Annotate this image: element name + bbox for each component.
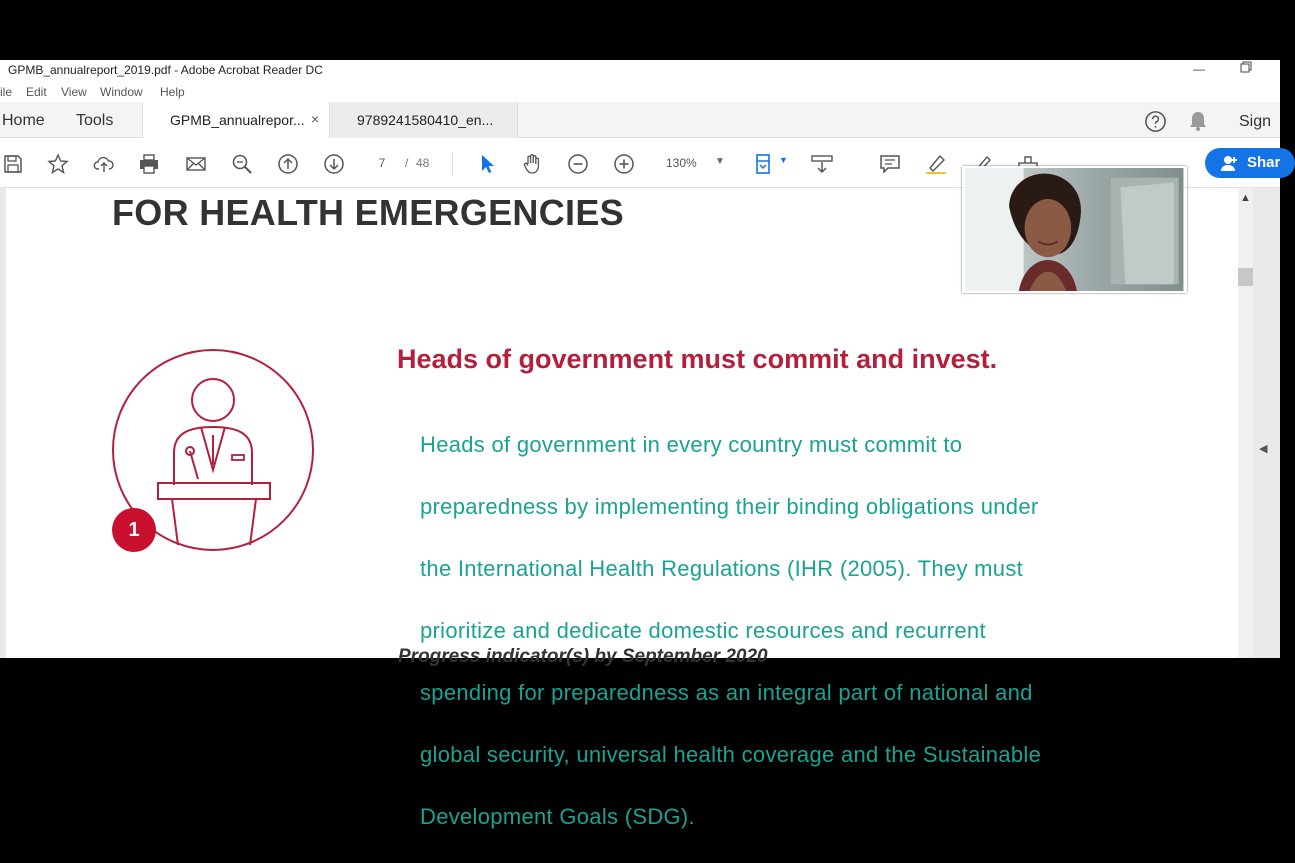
body-line: prioritize and dedicate domestic resources and recurrent: [420, 618, 986, 643]
page-total: 48: [416, 156, 430, 170]
share-button[interactable]: [1205, 148, 1295, 178]
minimize-button[interactable]: —: [1193, 62, 1205, 76]
menu-bar: [0, 82, 1280, 102]
menu-edit[interactable]: Edit: [26, 85, 47, 99]
page-fit-icon[interactable]: [752, 152, 776, 176]
page-heading: FOR HEALTH EMERGENCIES: [112, 192, 624, 233]
body-line: Development Goals (SDG).: [420, 804, 695, 829]
search-zoom-icon[interactable]: [230, 152, 254, 176]
section-subheading: Heads of government must commit and invest.: [397, 344, 998, 374]
zoom-level-select[interactable]: [660, 153, 732, 175]
email-icon[interactable]: [184, 152, 208, 176]
body-line: Heads of government in every country must commit to: [420, 432, 963, 457]
page-number-input[interactable]: 7: [378, 156, 386, 170]
highlight-pen-icon[interactable]: [924, 152, 948, 176]
document-tab-active[interactable]: [142, 102, 330, 138]
add-user-icon: [1220, 154, 1238, 172]
chevron-down-icon: ▼: [715, 156, 725, 167]
document-tab[interactable]: [330, 102, 518, 138]
scrollbar-thumb[interactable]: [1238, 268, 1253, 286]
window-title: GPMB_annualreport_2019.pdf - Adobe Acrobat Reader DC: [8, 63, 323, 77]
chevron-down-icon[interactable]: ▼: [779, 155, 788, 165]
title-bar: [0, 60, 1280, 80]
menu-file[interactable]: ile: [0, 85, 13, 99]
vertical-scrollbar[interactable]: [1238, 188, 1253, 658]
body-paragraph: [420, 398, 1180, 863]
zoom-out-icon[interactable]: [566, 152, 590, 176]
webcam-overlay: [962, 166, 1187, 293]
zoom-in-icon[interactable]: [612, 152, 636, 176]
comment-icon[interactable]: [878, 152, 902, 176]
cloud-upload-icon[interactable]: [92, 152, 116, 176]
menu-view[interactable]: View: [61, 85, 87, 99]
close-tab-button[interactable]: ×: [311, 111, 320, 127]
share-label: Shar: [1247, 154, 1281, 171]
restore-icon[interactable]: [1240, 61, 1252, 73]
sign-in-button[interactable]: Sign: [1239, 113, 1272, 130]
next-page-icon[interactable]: [322, 152, 346, 176]
zoom-level-value: 130%: [666, 156, 697, 170]
step-number-badge: 1: [112, 508, 156, 552]
previous-page-icon[interactable]: [276, 152, 300, 176]
hand-tool-icon[interactable]: [520, 152, 544, 176]
tools-tab[interactable]: Tools: [76, 112, 114, 129]
body-line: the International Health Regulations (IHR (2005). They must: [420, 556, 1024, 581]
scroll-mode-icon[interactable]: [810, 152, 834, 176]
page-separator: /: [405, 156, 409, 170]
select-cursor-icon[interactable]: [475, 152, 499, 176]
tab-bar: [0, 102, 1280, 138]
toolbar-divider: [452, 152, 453, 176]
home-tab[interactable]: Home: [2, 112, 45, 129]
body-line: preparedness by implementing their binding obligations under: [420, 494, 1039, 519]
notification-bell-icon[interactable]: [1188, 110, 1208, 132]
progress-indicator-heading: Progress indicator(s) by September 2020: [398, 646, 768, 667]
print-icon[interactable]: [137, 152, 161, 176]
menu-window[interactable]: Window: [100, 85, 143, 99]
menu-help[interactable]: Help: [160, 85, 185, 99]
bookmark-star-icon[interactable]: [46, 152, 70, 176]
document-tab-label: GPMB_annualrepor...: [170, 112, 305, 128]
scroll-up-arrow-icon[interactable]: ▲: [1240, 192, 1251, 204]
help-icon[interactable]: [1144, 110, 1167, 133]
body-line: global security, universal health coverage and the Sustainable: [420, 742, 1042, 767]
acrobat-window: [0, 60, 1281, 829]
body-line: spending for preparedness as an integral part of national and: [420, 680, 1033, 705]
save-icon[interactable]: [1, 152, 25, 176]
right-pane-toggle-icon[interactable]: ◀: [1259, 443, 1268, 455]
document-tab-label: 9789241580410_en...: [357, 112, 494, 128]
